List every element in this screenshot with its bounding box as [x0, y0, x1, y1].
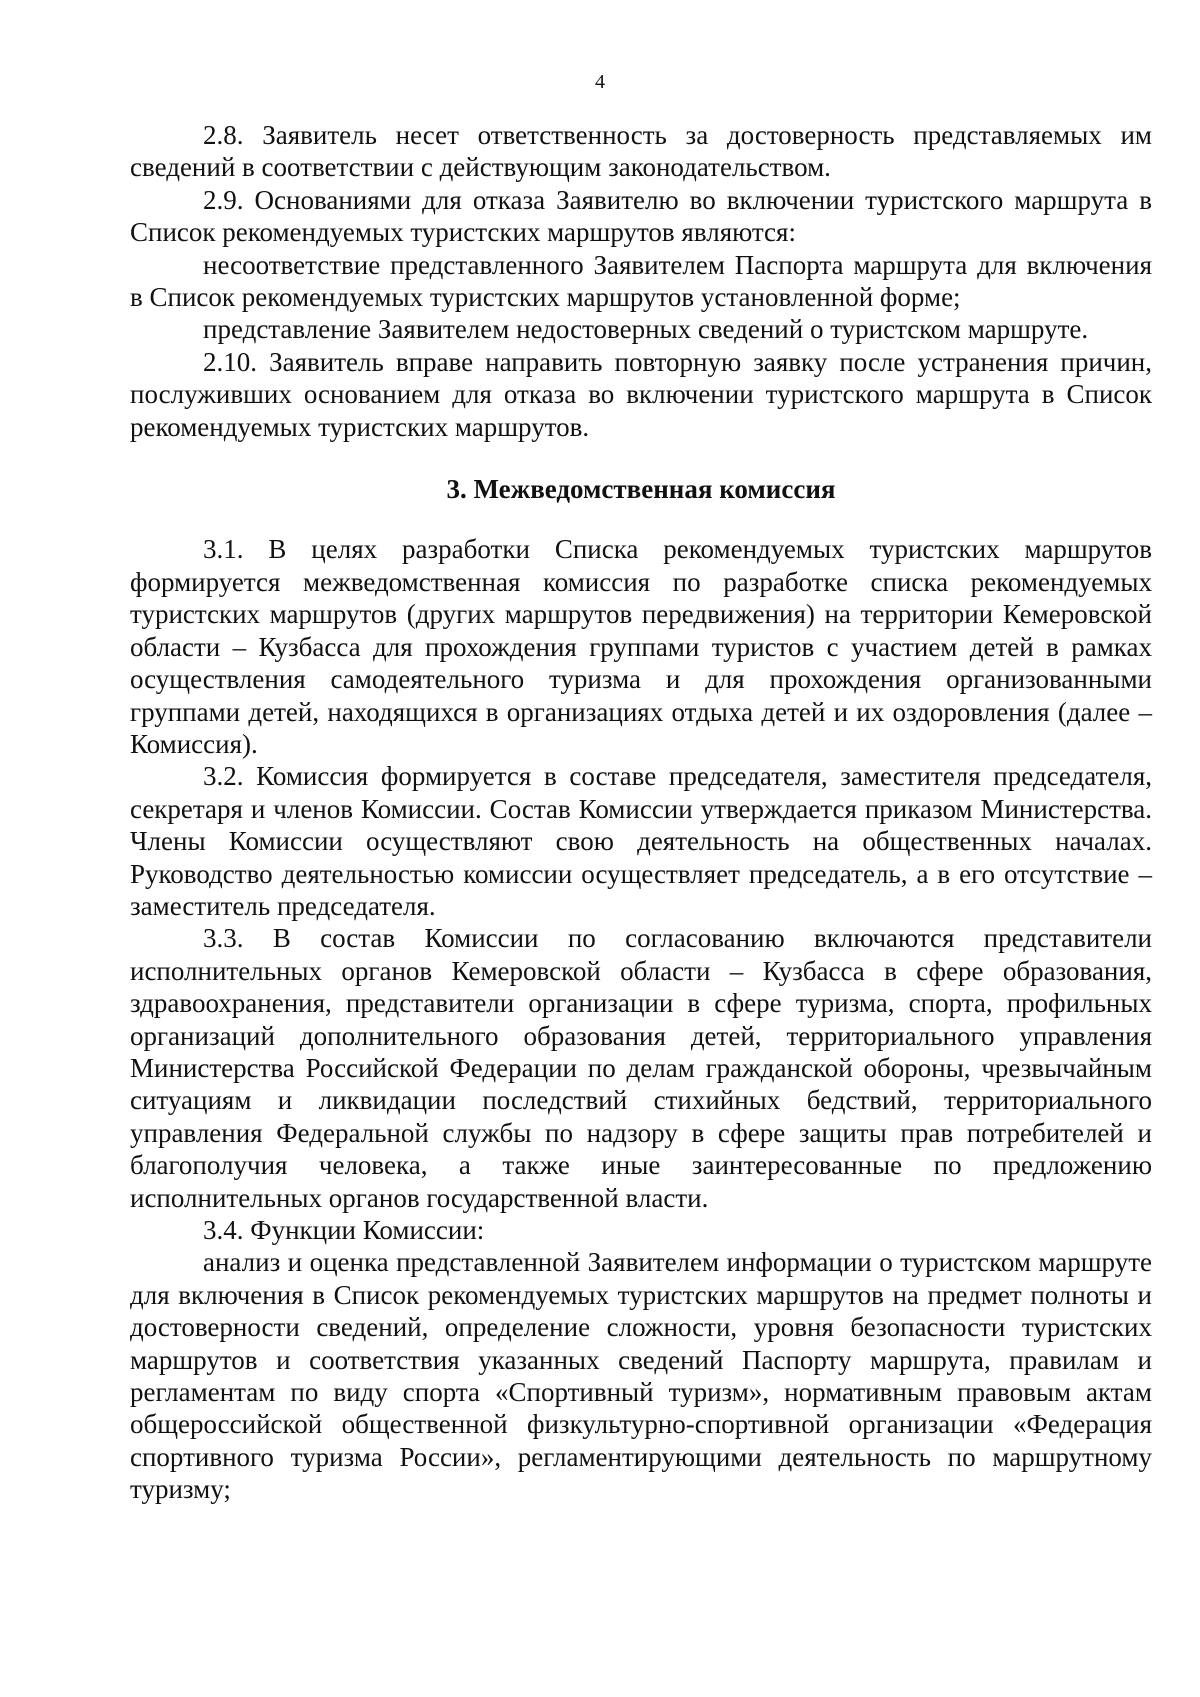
spacer [130, 443, 1152, 473]
paragraph-3-4: 3.4. Функции Комиссии: [203, 1215, 485, 1245]
page-number: 4 [595, 71, 605, 93]
paragraph-3-2: 3.2. Комиссия формируется в составе председателя, заместителя председателя, секретаря и членов Комиссии. Состав Комиссии утверждается приказом Министерства. Члены Комиссии осуществляют свою деятельность на общественных началах. Руководство деятельностью комиссии осуществляет председатель, а в его отсутствие – заместитель председателя. [130, 761, 1152, 921]
paragraph-3-3: 3.3. В состав Комиссии по согласованию включаются представители исполнительных органов Кемеровской области – Кузбасса в сфере образования, здравоохранения, представители организации в сфере туризма, спорта, профильных организаций дополнительного образования детей, территориального управления Министерства Российской Федерации по делам гражданской обороны, чрезвычайным ситуациям и ликвидации последствий стихийных бедствий, территориального управления Федеральной службы по надзору в сфере защиты прав потребителей и благополучия человека, а также иные заинтересованные по предложению исполнительных органов государственной власти. [130, 923, 1152, 1213]
paragraph-2-9-item-2: представление Заявителем недостоверных сведений о туристском маршруте. [203, 314, 1089, 345]
paragraph-2-9-item-1: несоответствие представленного Заявителем Паспорта маршрута для включения в Список рекомендуемых туристских маршрутов установленной форме; [130, 249, 1152, 313]
section-heading: 3. Межведомственная комиссия [446, 474, 836, 505]
spacer [130, 505, 1152, 533]
paragraph-3-1: 3.1. В целях разработки Списка рекомендуемых туристских маршрутов формируется межведомственная комиссия по разработке списка рекомендуемых туристских маршрутов (других маршрутов передвижения) на территории Кемеровской области – Кузбасса для прохождения группами туристов с участием детей в рамках осуществления самодеятельного туризма и для прохождения организованными группами детей, находящихся в организациях отдыха детей и их оздоровления (далее – Комиссия). [130, 534, 1152, 759]
paragraph-3-4-item-1: анализ и оценка представленной Заявителем информации о туристском маршруте для включения в Список рекомендуемых туристских маршрутов на предмет полноты и достоверности сведений, определение сложности, уровня безопасности туристских маршрутов и соответствия указанных сведений Паспорту маршрута, правилам и регламентам по виду спорта «Спортивный туризм», нормативным правовым актам общероссийской общественной физкультурно-спортивной организации «Федерация спортивного туризма России», регламентирующими деятельность по маршрутному туризму; [130, 1247, 1152, 1505]
paragraph-2-10: 2.10. Заявитель вправе направить повторную заявку после устранения причин, послуживших основанием для отказа во включении туристского маршрута в Список рекомендуемых туристских маршрутов. [130, 346, 1152, 442]
paragraph-2-8: 2.8. Заявитель несет ответственность за достоверность представляемых им сведений в соответствии с действующим законодательством. [130, 120, 1152, 183]
paragraph-2-9: 2.9. Основаниями для отказа Заявителю во включении туристского маршрута в Список рекомендуемых туристских маршрутов являются: [130, 184, 1152, 248]
document-body [130, 119, 1152, 1506]
